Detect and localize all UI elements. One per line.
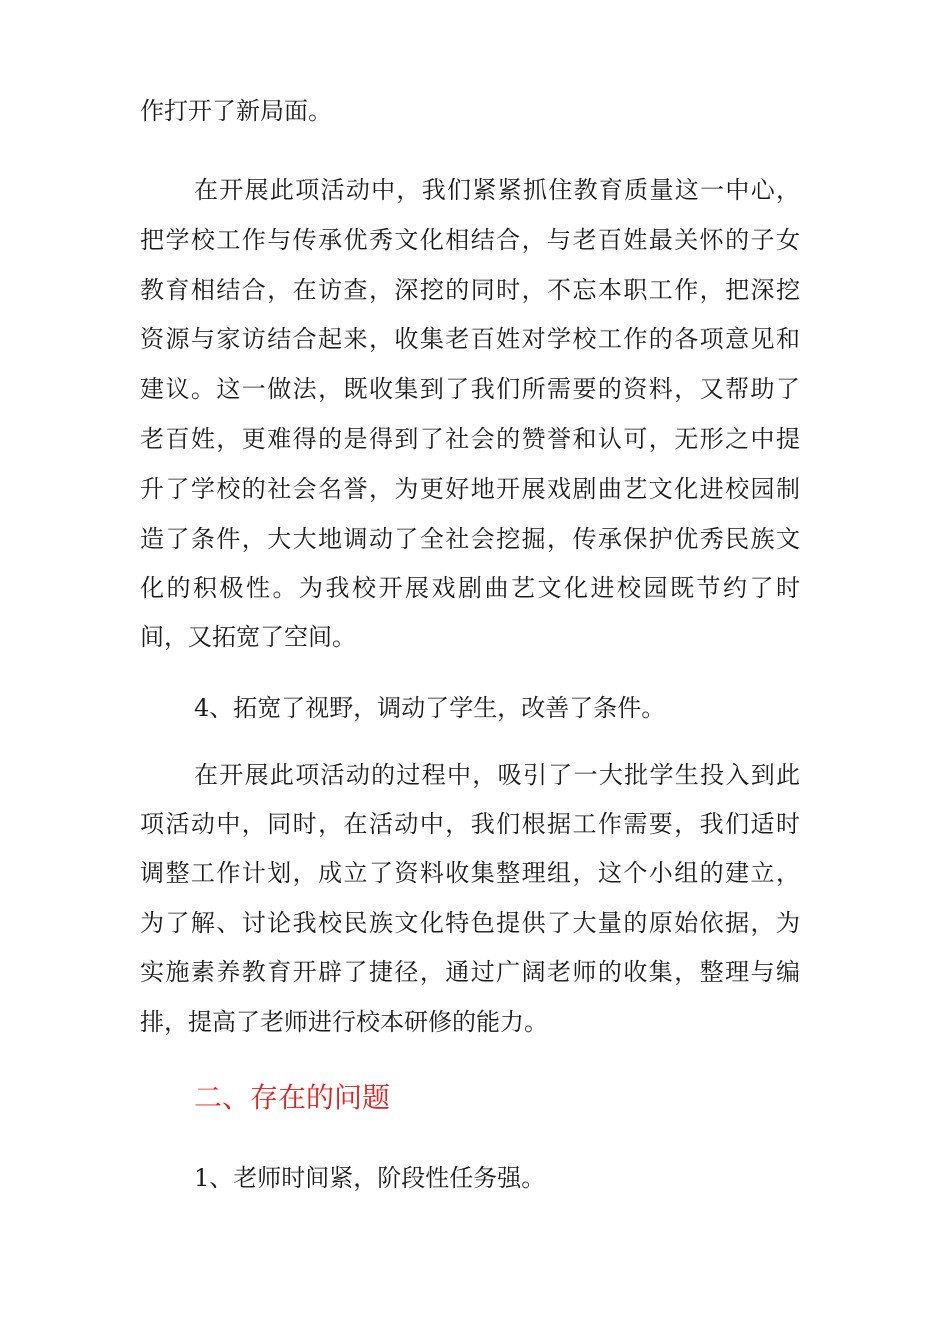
list-item-1: 1、老师时间紧，阶段性任务强。 (194, 1164, 546, 1192)
text-line: 调整工作计划，成立了资料收集整理组，这个小组的建立， (140, 859, 800, 887)
text-line: 造了条件，大大地调动了全社会挖掘，传承保护优秀民族文 (140, 525, 800, 553)
text-line: 教育相结合，在访查，深挖的同时，不忘本职工作，把深挖 (140, 276, 800, 304)
text-line: 建议。这一做法，既收集到了我们所需要的资料，又帮助了 (140, 375, 800, 403)
text-line: 把学校工作与传承优秀文化相结合，与老百姓最关怀的子女 (140, 226, 800, 254)
text-line: 项活动中，同时，在活动中，我们根据工作需要，我们适时 (140, 810, 800, 838)
list-item-4: 4、拓宽了视野，调动了学生，改善了条件。 (194, 694, 666, 722)
text-line: 升了学校的社会名誉，为更好地开展戏剧曲艺文化进校园制 (140, 475, 800, 503)
text-line: 化的积极性。为我校开展戏剧曲艺文化进校园既节约了时 (140, 574, 800, 602)
text-line: 老百姓，更难得的是得到了社会的赞誉和认可，无形之中提 (140, 425, 800, 453)
text-line: 排，提高了老师进行校本研修的能力。 (140, 1008, 548, 1036)
text-line: 实施素养教育开辟了捷径，通过广阔老师的收集，整理与编 (140, 958, 800, 986)
section-heading: 二、存在的问题 (194, 1081, 391, 1114)
text-line: 间，又拓宽了空间。 (140, 623, 356, 651)
text-line: 为了解、讨论我校民族文化特色提供了大量的原始依据，为 (140, 909, 800, 937)
text-line: 作打开了新局面。 (140, 97, 332, 125)
text-line: 资源与家访结合起来，收集老百姓对学校工作的各项意见和 (140, 325, 800, 353)
text-line: 在开展此项活动中，我们紧紧抓住教育质量这一中心， (194, 176, 800, 204)
text-line: 在开展此项活动的过程中，吸引了一大批学生投入到此 (194, 761, 800, 789)
